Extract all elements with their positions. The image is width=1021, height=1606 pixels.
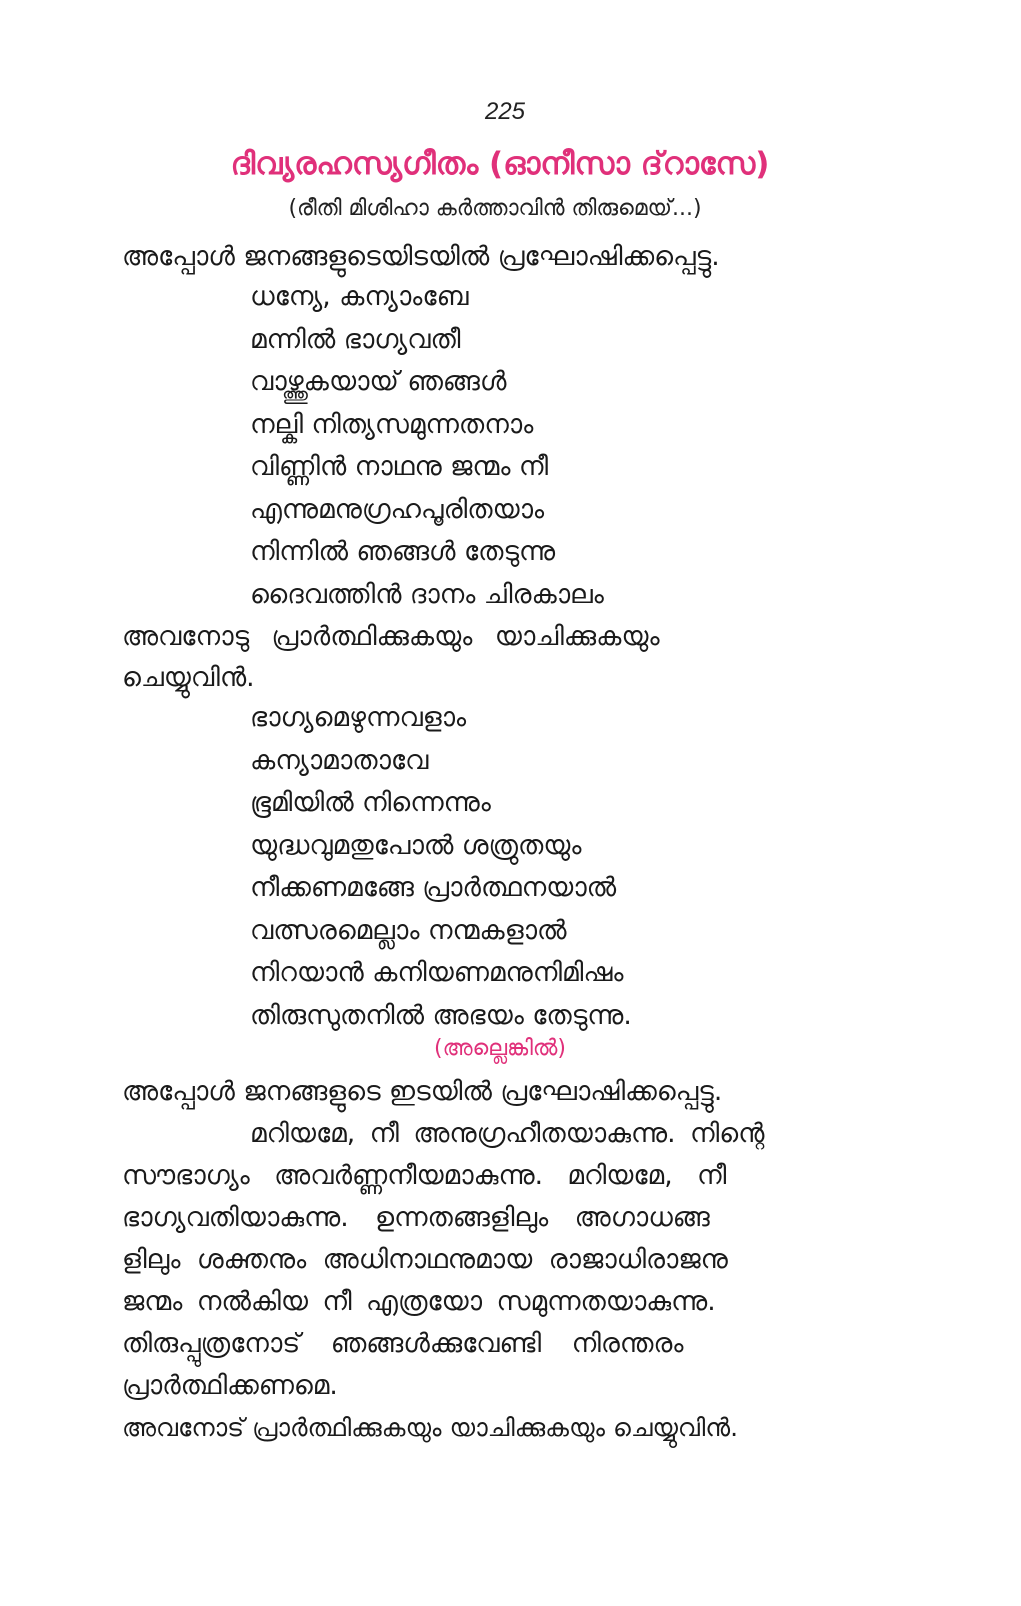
verse-1 [250, 276, 604, 616]
verse-line: നിറയാൻ കനിയണമനുനിമിഷം [250, 957, 624, 988]
verse-line: ധന്യേ, കന്യാംബേ [250, 281, 469, 312]
verse-line: കന്യാമാതാവേ [250, 744, 429, 776]
verse-line: നിന്നിൽ ഞങ്ങൾ തേടുന്നു [250, 536, 556, 567]
response-line-1: അവനോടു പ്രാർത്ഥിക്കുകയും യാചിക്കുകയും [122, 621, 660, 652]
prose-line: ജന്മം നൽകിയ നീ എത്രയോ സമുന്നതയാകുന്നു. [122, 1286, 716, 1317]
tune-note: (രീതി മിശിഹാ കർത്താവിൻ തിരുമെയ്...) [288, 196, 702, 221]
intro-line-2: അപ്പോൾ ജനങ്ങളുടെ ഇടയിൽ പ്രഘോഷിക്കപ്പെട്ടു. [122, 1076, 723, 1107]
verse-line: വാഴ്ത്തുകയായ് ഞങ്ങൾ [250, 366, 507, 397]
alternative-marker: (അല്ലെങ്കിൽ) [434, 1036, 566, 1061]
verse-line: ദൈവത്തിൻ ദാനം ചിരകാലം [250, 578, 604, 610]
prose-line: ളിലും ശക്തനും അധിനാഥനുമായ രാജാധിരാജനു [122, 1244, 728, 1275]
verse-line: വിണ്ണിൻ നാഥനു ജന്മം നീ [250, 451, 549, 482]
verse-line: മന്നിൽ ഭാഗ്യവതീ [250, 323, 461, 355]
page-number: 225 [484, 98, 526, 125]
verse-line: തിരുസുതനിൽ അഭയം തേടുന്നു. [250, 999, 632, 1031]
prose-line: മറിയമേ, നീ അനുഗ്രഹീതയാകുന്നു. നിന്റെ [250, 1118, 765, 1149]
verse-line: നല്കി നിത്യസമുന്നതനാം [250, 408, 534, 440]
prose-line: പ്രാർത്ഥിക്കണമെ. [122, 1370, 338, 1401]
verse-line: വത്സരമെല്ലാം നന്മകളാൽ [250, 914, 567, 946]
verse-line: ഭാഗ്യമെഴുന്നവളാം [250, 702, 467, 733]
intro-line: അപ്പോൾ ജനങ്ങളുടെയിടയിൽ പ്രഘോഷിക്കപ്പെട്ടു. [122, 241, 720, 272]
prose-line: തിരുപ്പുത്രനോട് ഞങ്ങൾക്കുവേണ്ടി നിരന്തരം [122, 1328, 684, 1359]
verse-line: നീക്കണമങ്ങേ പ്രാർത്ഥനയാൽ [250, 872, 617, 903]
verse-line: ഭൂമിയിൽ നിന്നെന്നും [250, 787, 491, 818]
verse-line: യുദ്ധവുമതുപോൽ ശത്രുതയും [250, 829, 582, 861]
response-line-2: ചെയ്യുവിൻ. [122, 662, 255, 693]
verse-line: എന്നുമനുഗ്രഹപൂരിതയാം [250, 493, 545, 525]
closing-line: അവനോട് പ്രാർത്ഥിക്കുകയും യാചിക്കുകയും ചെയ്യുവിൻ. [122, 1413, 739, 1442]
prose-line: സൗഭാഗ്യം അവർണ്ണനീയമാകുന്നു. മറിയമേ, നീ [122, 1160, 727, 1191]
prose-line: ഭാഗ്യവതിയാകുന്നു. ഉന്നതങ്ങളിലും അഗാധങ്ങ [122, 1202, 710, 1233]
hymn-title: ദിവ്യരഹസ്യഗീതം (ഓനീസാ ദ്‌റാസേ) [230, 146, 770, 182]
verse-2 [250, 697, 632, 1037]
